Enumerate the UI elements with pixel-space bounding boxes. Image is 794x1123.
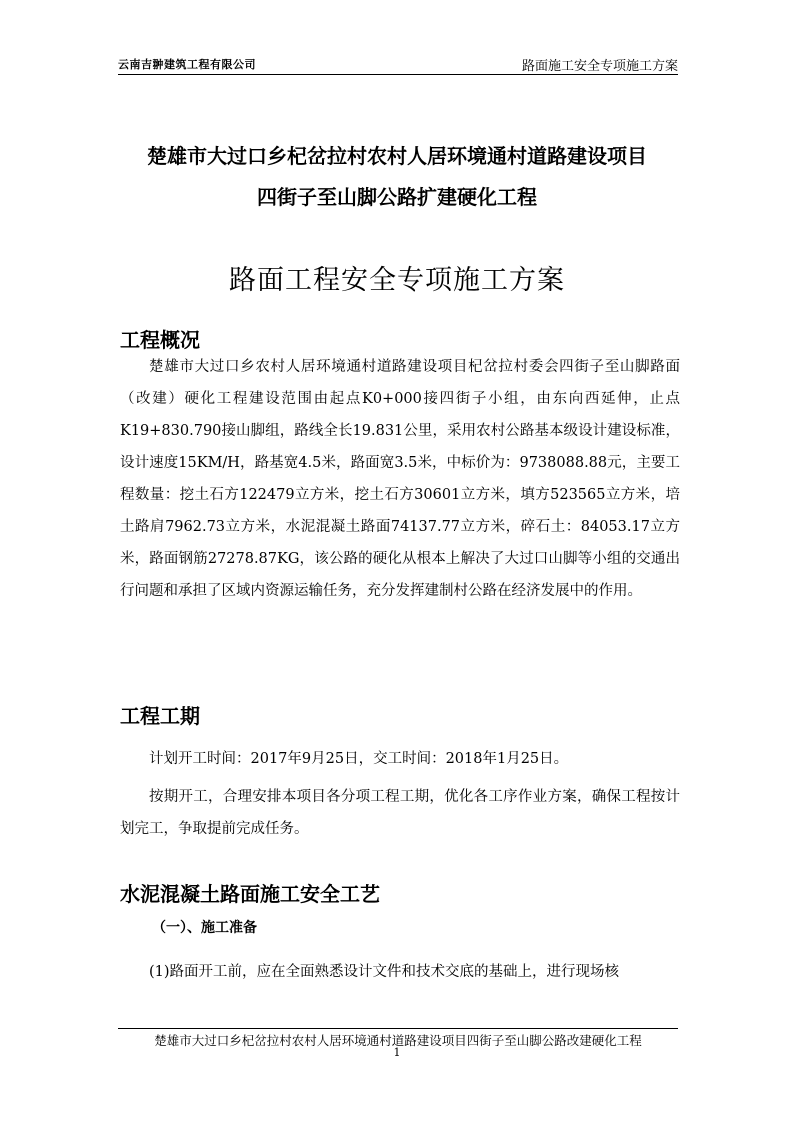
header-company: 云南吉翀建筑工程有限公司	[118, 58, 256, 71]
section-heading-period: 工程工期	[120, 704, 200, 728]
section-heading-process: 水泥混凝土路面施工安全工艺	[120, 882, 380, 906]
period-paragraph-2: 按期开工，合理安排本项目各分项工程工期，优化各工序作业方案，确保工程按计划完工，争取提前完成任务。	[120, 789, 680, 837]
period-paragraph-1: 计划开工时间：2017年9月25日，交工时间：2018年1月25日。	[149, 751, 569, 767]
preparation-item-1: (1)路面开工前，应在全面熟悉设计文件和技术交底的基础上，进行现场核	[149, 964, 620, 980]
page-header	[118, 50, 678, 75]
section-heading-overview: 工程概况	[120, 328, 200, 352]
header-doc-name: 路面施工安全专项施工方案	[521, 59, 678, 74]
project-title-line2: 四街子至山脚公路扩建硬化工程	[257, 185, 537, 209]
project-title-line1: 楚雄市大过口乡杞岔拉村农村人居环境通村道路建设项目	[147, 144, 647, 168]
document-main-title: 路面工程安全专项施工方案	[229, 265, 565, 296]
page-number: 1	[393, 1046, 401, 1059]
page-footer: 楚雄市大过口乡杞岔拉村农村人居环境通村道路建设项目四街子至山脚公路改建硬化工程	[118, 1028, 678, 1049]
sub-heading-preparation: （一）、施工准备	[152, 920, 257, 936]
overview-paragraph: 楚雄市大过口乡农村人居环境通村道路建设项目杞岔拉村委会四街子至山脚路面（改建）硬化工程建设范围由起点K0+000接四街子小组，由东向西延伸，止点K19+830.790接山脚组，路线全长19.831公里，采用农村公路基本级设计建设标准，设计速度15KM/H，路基宽4.5米，路面宽3.5米，中标价为：9738088.88元，主要工程数量：挖土石方122479立方米，挖土石方30601立方米，填方523565立方米，培土路肩7962.73立方米，水泥混凝土路面74137.77立方米，碎石土：84053.17立方米，路面钢筋27278.87KG，该公路的硬化从根本上解决了大过口山脚等小组的交通出行问题和承担了区域内资源运输任务，充分发挥建制村公路在经济发展中的作用。	[120, 359, 680, 599]
